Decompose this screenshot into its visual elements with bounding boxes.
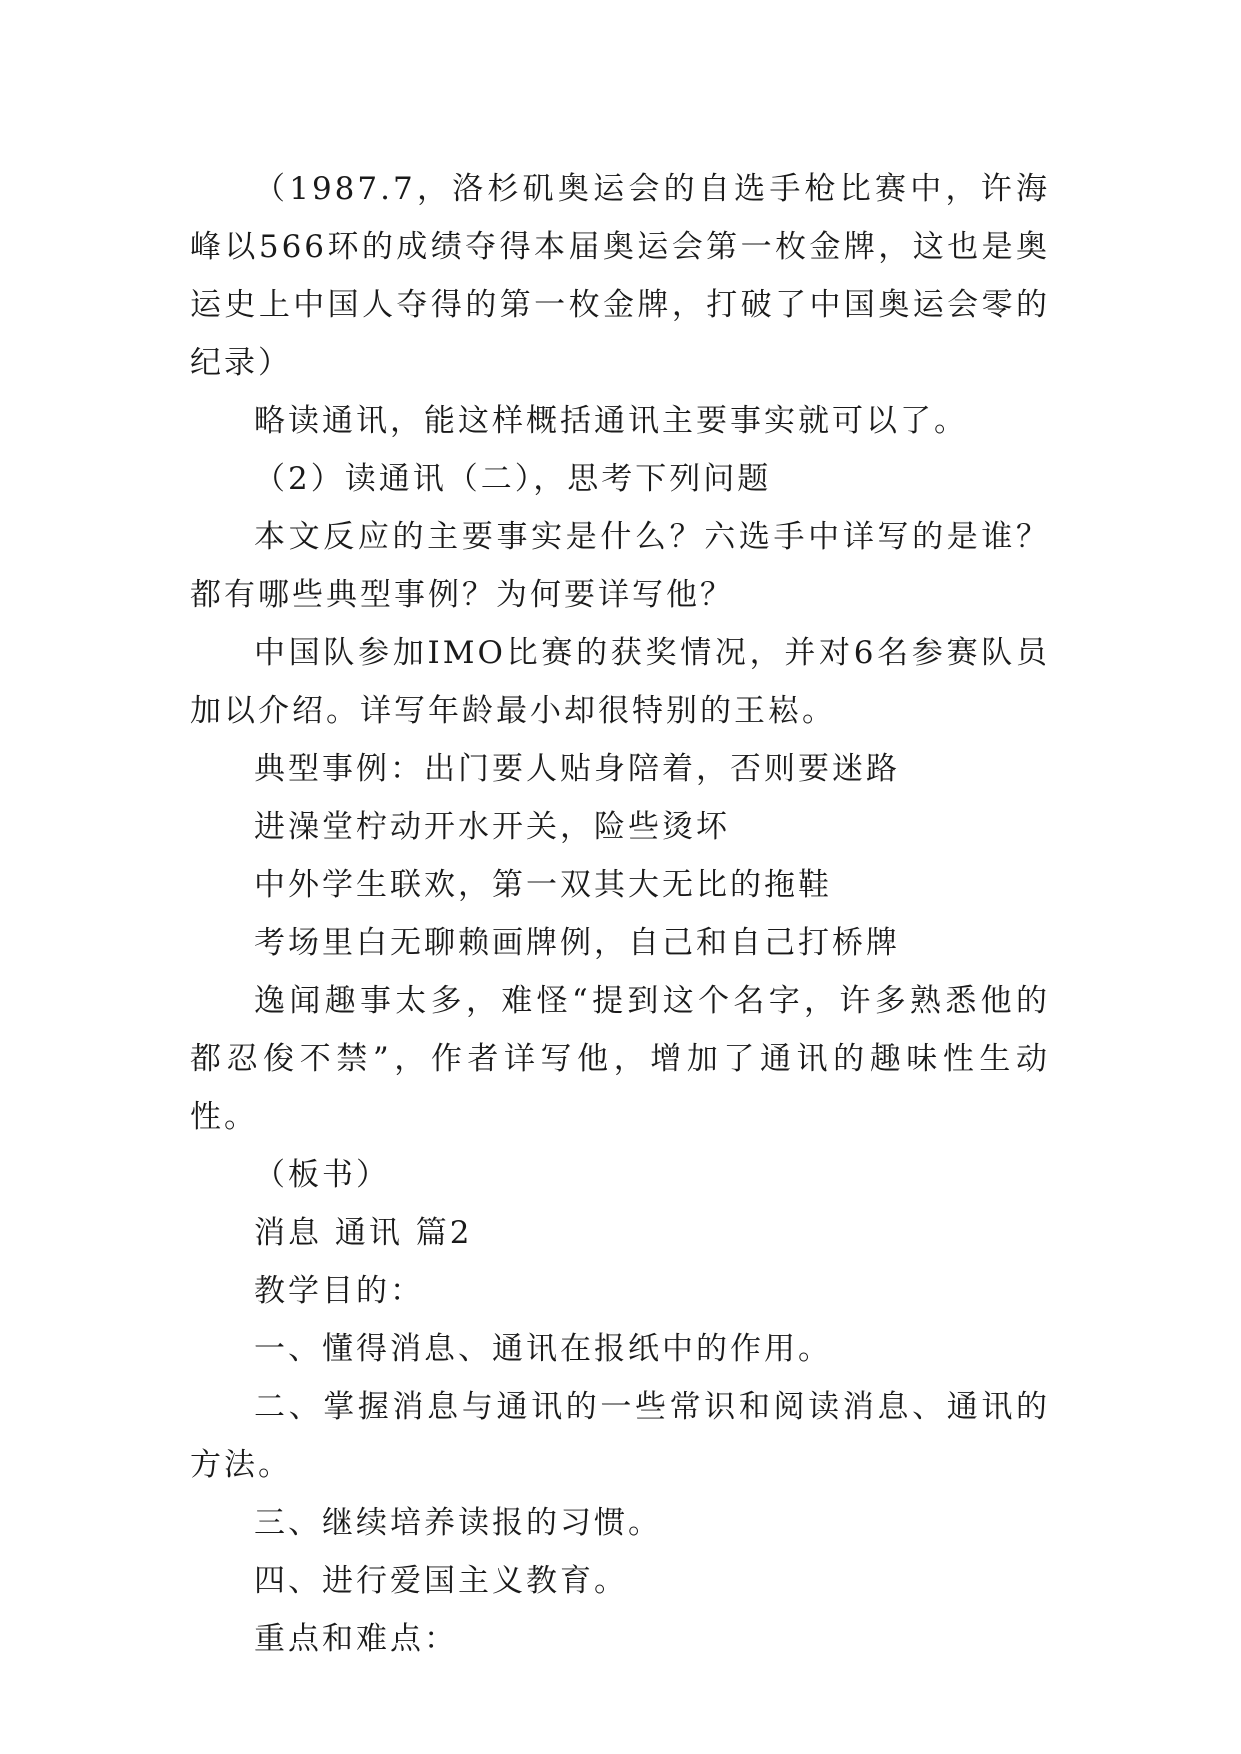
goal-item-1: 一、懂得消息、通讯在报纸中的作用。 [254, 1331, 832, 1367]
paragraph-example-1: 典型事例：出门要人贴身陪着，否则要迷路 [254, 751, 900, 787]
section-title: 消息 通讯 篇2 [254, 1215, 473, 1251]
paragraph-board-note: （板书） [254, 1157, 390, 1193]
paragraph-skim-summary: 略读通讯，能这样概括通讯主要事实就可以了。 [254, 403, 968, 439]
paragraph-imo-answer: 中国队参加IMO比赛的获奖情况，并对6名参赛队员加以介绍。详写年龄最小却很特别的王崧。 [190, 635, 1050, 729]
paragraph-conclusion: 逸闻趣事太多，难怪“提到这个名字，许多熟悉他的都忍俊不禁”，作者详写他，增加了通讯的趣味性生动性。 [190, 983, 1050, 1135]
key-points-heading: 重点和难点： [254, 1621, 458, 1657]
paragraph-example-3: 中外学生联欢，第一双其大无比的拖鞋 [254, 867, 832, 903]
paragraph-question-heading: （2）读通讯（二），思考下列问题 [254, 461, 772, 497]
goal-item-2: 二、掌握消息与通讯的一些常识和阅读消息、通讯的方法。 [190, 1389, 1050, 1483]
paragraph-medal-note: （1987.7，洛杉矶奥运会的自选手枪比赛中，许海峰以566环的成绩夺得本届奥运会第一枚金牌，这也是奥运史上中国人夺得的第一枚金牌，打破了中国奥运会零的纪录） [190, 171, 1050, 381]
goal-item-4: 四、进行爱国主义教育。 [254, 1563, 628, 1599]
paragraph-example-4: 考场里白无聊赖画牌例，自己和自己打桥牌 [254, 925, 900, 961]
paragraph-example-2: 进澡堂柠动开水开关，险些烫坏 [254, 809, 730, 845]
document-body [190, 160, 1050, 1668]
teaching-goals-heading: 教学目的： [254, 1273, 424, 1309]
goal-item-3: 三、继续培养读报的习惯。 [254, 1505, 662, 1541]
paragraph-questions: 本文反应的主要事实是什么？六选手中详写的是谁？都有哪些典型事例？为何要详写他？ [190, 519, 1050, 613]
